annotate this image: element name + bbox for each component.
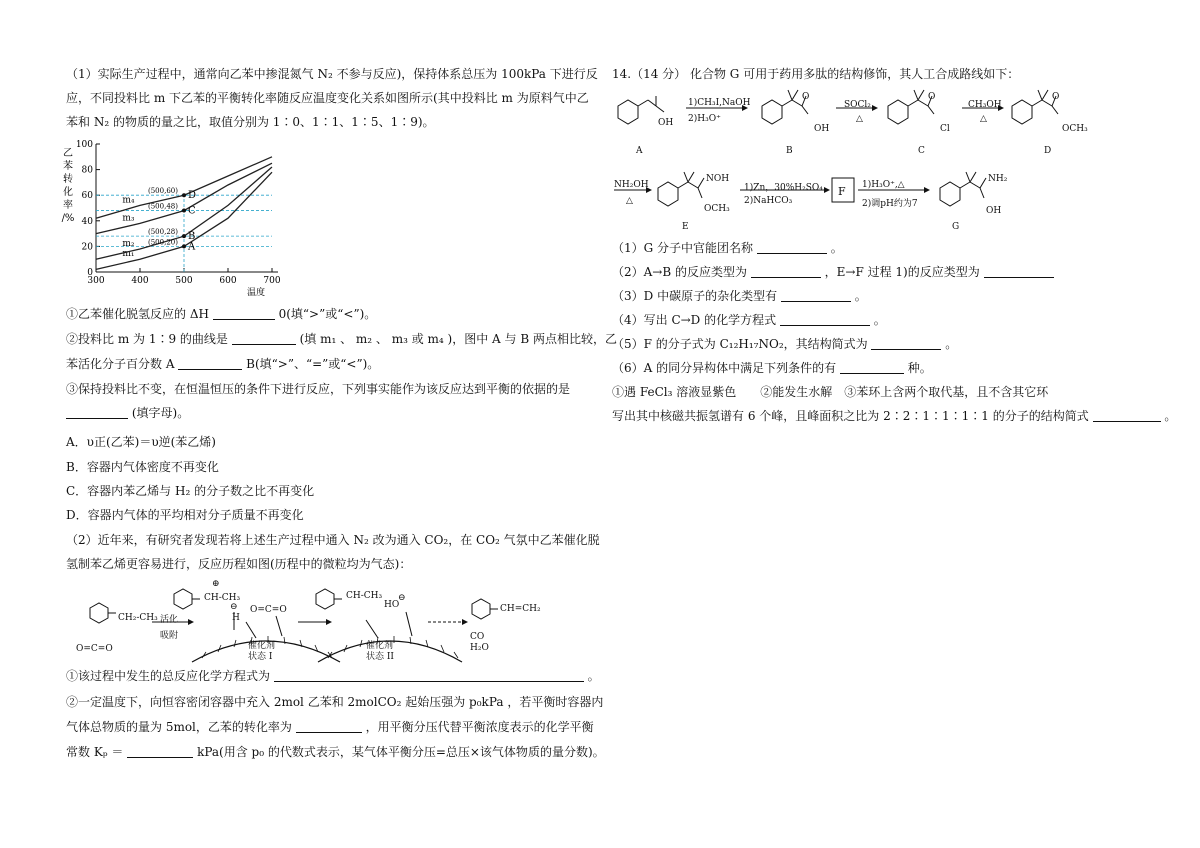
q3-blank[interactable] [66, 406, 128, 419]
benzene-ring-icon [888, 100, 908, 124]
question-2 [66, 331, 617, 347]
d-methoxy-label: OCH₃ [1062, 124, 1088, 134]
catalyst-label-2: 催化剂 [366, 641, 394, 651]
c-chloride-label: Cl [940, 124, 950, 134]
compound-label-b: B [786, 146, 793, 156]
compound-label-a: A [636, 146, 643, 156]
q2c-text: 苯活化分子百分数 A [66, 357, 175, 371]
q14-6-tail: 种。 [907, 361, 932, 375]
d-oxo-label: O [1052, 92, 1060, 102]
arrow-label-adsorption: 吸附 [160, 631, 179, 641]
benzene-ring-icon [658, 182, 678, 206]
q14-2-mid: ，E→F 过程 1)的反应类型为 [824, 265, 980, 279]
y-tick-label: 0 [87, 268, 93, 278]
data-point [182, 234, 186, 238]
benzene-ring-icon [472, 599, 490, 619]
step4-reagent-bottom: △ [626, 196, 633, 206]
option-d: D．容器内气体的平均相对分子质量不再变化 [66, 508, 304, 522]
q14-6-blank[interactable] [840, 361, 904, 374]
step5-reagent-top: 1)Zn，30%H₂SO₄ [744, 183, 823, 193]
co2-label: O=C=O [76, 644, 113, 654]
point-coord-label: (500,48) [148, 202, 178, 211]
step5-reagent-bottom: 2)NaHCO₃ [744, 196, 793, 206]
y-axis-label-char: /% [61, 213, 75, 224]
question-3-cont [66, 405, 189, 421]
q14-3-blank[interactable] [781, 289, 851, 302]
plus-charge-icon: ⊕ [212, 579, 220, 589]
r1-blank[interactable] [274, 669, 584, 682]
part2-line1: （2）近年来，有研究者发现若将上述生产过程中通入 N₂ 改为通入 CO₂，在 CO₂ 气氛中乙苯催化脱 [66, 533, 600, 547]
point-coord-label: (500,20) [148, 238, 178, 247]
benzene-ring-icon [940, 182, 960, 206]
step1-reagent-top: 1)CH₃I,NaOH [688, 98, 751, 108]
adsorbed-co2-label: O=C=O [250, 605, 287, 615]
q1-tail: 0(填“>”或“<”)。 [278, 307, 377, 321]
question-r2-line2 [66, 719, 594, 735]
part1-line1: （1）实际生产过程中，通常向乙苯中掺混氮气 N₂ 不参与反应)，保持体系总压为 100kPa 下进行反 [66, 67, 598, 81]
minus-charge-icon: ⊖ [230, 602, 238, 612]
step2-reagent-top: SOCl₂ [844, 100, 871, 110]
question-r2-line1: ②一定温度下，向恒容密闭容器中充入 2mol 乙苯和 2molCO₂ 起始压强为 p₀kPa ，若平衡时容器内 [66, 695, 604, 709]
q14-6-nmr-blank[interactable] [1093, 409, 1161, 422]
cation-group-label: CH-CH₃ [204, 593, 241, 603]
r2-text: 气体总物质的量为 5mol，乙苯的转化率为 [66, 720, 292, 734]
y-tick-label: 20 [81, 242, 93, 253]
compound-label-c: C [918, 146, 925, 156]
question-14-title: 14.（14 分） 化合物 G 可用于药用多肽的结构修饰，其人工合成路线如下： [612, 67, 1020, 81]
part1-line2: 应，不同投料比 m 下乙苯的平衡转化率随反应温度变化关系如图所示(其中投料比 m 为原料气中乙 [66, 91, 589, 105]
catalyst-label-1: 催化剂 [248, 641, 276, 651]
state-label-1: 状态 I [248, 652, 273, 662]
benzene-ring-icon [90, 603, 108, 623]
part2-line2: 氢制苯乙烯更容易进行，反应历程如图(历程中的微粒均为气态)： [66, 557, 412, 571]
q14-3 [612, 288, 867, 304]
x-tick-label: 400 [131, 276, 149, 286]
r2-tail: ，用平衡分压代替平衡浓度表示的化学平衡 [365, 720, 594, 734]
point-coord-label: (500,60) [148, 187, 178, 196]
co-product-label: CO [470, 632, 485, 642]
r1-text: ①该过程中发生的总反应化学方程式为 [66, 669, 271, 683]
state-label-2: 状态 II [366, 652, 394, 662]
x-tick-label: 700 [263, 276, 281, 286]
y-axis-label-char: 转 [63, 174, 73, 185]
q14-1-tail: 。 [830, 241, 843, 255]
a-hydroxyl-label: OH [658, 118, 674, 128]
q14-6-text: （6）A 的同分异构体中满足下列条件的有 [612, 361, 837, 375]
r2-blank-kp[interactable] [127, 745, 193, 758]
series-label: m₁ [122, 249, 135, 260]
option-a: A．υ正(乙苯)＝υ逆(苯乙烯) [66, 435, 216, 449]
data-point [182, 193, 186, 197]
series-label: m₃ [122, 213, 135, 224]
r2-kp-text: 常数 Kₚ ＝ [66, 745, 124, 759]
x-tick-label: 300 [87, 276, 105, 286]
q2d-text: B(填“>”、“=”或“<”)。 [246, 357, 380, 371]
q14-1-blank[interactable] [757, 241, 827, 254]
data-point [182, 244, 186, 248]
x-axis-label: 温度 [246, 288, 266, 298]
point-label: D [188, 190, 197, 202]
q14-2-blank-b[interactable] [984, 265, 1054, 278]
step6-reagent-bottom: 2)调pH约为7 [862, 199, 918, 209]
step2-reagent-bottom: △ [856, 114, 863, 124]
y-tick-label: 80 [81, 165, 93, 176]
g-amino-label: NH₂ [988, 174, 1008, 184]
point-label: A [188, 241, 196, 253]
ethyl-group-label: CH₂-CH₃ [118, 613, 158, 623]
q14-2-blank-a[interactable] [751, 265, 821, 278]
y-axis-label-char: 率 [63, 200, 73, 211]
q14-5-text: （5）F 的分子式为 C₁₂H₁₇NO₂，其结构简式为 [612, 337, 868, 351]
minus-charge-icon: ⊖ [398, 593, 406, 603]
point-coord-label: (500,28) [148, 228, 178, 237]
q14-5-blank[interactable] [871, 337, 941, 350]
benzene-ring-icon [618, 100, 638, 124]
h2o-product-label: H₂O [470, 643, 489, 653]
benzene-ring-icon [762, 100, 782, 124]
q14-4-text: （4）写出 C→D 的化学方程式 [612, 313, 777, 327]
q14-6-conditions: ①遇 FeCl₃ 溶液显紫色 ②能发生水解 ③苯环上含两个取代基，且不含其它环 [612, 385, 1049, 399]
q14-3-text: （3）D 中碳原子的杂化类型有 [612, 289, 778, 303]
question-2-cont [66, 356, 379, 372]
y-axis-label-char: 化 [63, 187, 73, 198]
question-1 [66, 306, 376, 322]
series-label: m₂ [122, 238, 135, 249]
vinyl-group-label: CH=CH₂ [500, 604, 541, 614]
part1-line3: 苯和 N₂ 的物质的量之比，取值分别为 1∶0、1∶1、1∶5、1∶9)。 [66, 115, 435, 129]
q14-6-nmr-tail: 。 [1164, 409, 1177, 423]
y-tick-label: 100 [75, 140, 93, 150]
intermediate-group-label: CH-CH₃ [346, 591, 383, 601]
series-label: m₄ [122, 195, 135, 206]
hydroxyl-label: HO [384, 600, 400, 610]
r2-blank-conversion[interactable] [296, 720, 362, 733]
step3-reagent-top: CH₃OH [968, 100, 1002, 110]
b-hydroxyl-label: OH [814, 124, 830, 134]
q14-6-nmr-text: 写出其中核磁共振氢谱有 6 个峰，且峰面积之比为 2∶2∶1∶1∶1∶1 的分子的结构简式 [612, 409, 1089, 423]
q14-5-tail: 。 [945, 337, 958, 351]
q14-6 [612, 360, 932, 376]
q3-tail: (填字母)。 [131, 406, 190, 420]
benzene-ring-icon [1012, 100, 1032, 124]
point-label: C [188, 205, 196, 217]
q2-blank[interactable] [232, 332, 296, 345]
x-tick-label: 500 [175, 276, 193, 286]
compound-label-d: D [1044, 146, 1052, 156]
y-axis-label-char: 苯 [63, 161, 73, 172]
conversion-chart [60, 136, 300, 302]
e-methoxy-label: OCH₃ [704, 204, 730, 214]
question-3: ③保持投料比不变，在恒温恒压的条件下进行反应，下列事实能作为该反应达到平衡的依据的是 [66, 382, 571, 396]
y-tick-label: 60 [81, 191, 93, 202]
q14-6-nmr [612, 408, 1176, 424]
q14-1-text: （1）G 分子中官能团名称 [612, 241, 754, 255]
step6-reagent-top: 1)H₃O⁺,△ [862, 180, 905, 190]
step3-reagent-bottom: △ [980, 114, 987, 124]
c-oxo-label: O [928, 92, 936, 102]
q14-5 [612, 336, 957, 352]
g-hydroxyl-label: OH [986, 206, 1002, 216]
q14-4-blank[interactable] [780, 313, 870, 326]
option-c: C．容器内苯乙烯与 H₂ 的分子数之比不再变化 [66, 484, 315, 498]
compound-label-g: G [952, 222, 960, 232]
q1-text: ①乙苯催化脱氢反应的 ΔH [66, 307, 209, 321]
q14-2-text: （2）A→B 的反应类型为 [612, 265, 747, 279]
q1-blank[interactable] [213, 307, 275, 320]
q2c-blank[interactable] [178, 357, 242, 370]
y-tick-label: 40 [81, 216, 93, 227]
step1-reagent-bottom: 2)H₃O⁺ [688, 114, 721, 124]
q14-4-tail: 。 [873, 313, 886, 327]
compound-f-label: F [838, 185, 846, 198]
question-r2-line3 [66, 744, 605, 760]
step4-reagent-top: NH₂OH [614, 180, 649, 190]
compound-label-e: E [682, 222, 689, 232]
q14-4 [612, 312, 886, 328]
x-tick-label: 600 [219, 276, 237, 286]
q14-3-tail: 。 [854, 289, 867, 303]
question-r1 [66, 668, 600, 684]
q14-2 [612, 264, 1054, 280]
q2-tail: (填 m₁ 、 m₂ 、 m₃ 或 m₄ )，图中 A 与 B 两点相比较，乙 [299, 332, 617, 346]
option-b: B．容器内气体密度不再变化 [66, 460, 219, 474]
benzene-ring-icon [316, 589, 334, 609]
arrow-label-activation: 活化 [160, 615, 179, 625]
benzene-ring-icon [174, 589, 192, 609]
r2-kp-tail: kPa(用含 p₀ 的代数式表示，某气体平衡分压=总压×该气体物质的量分数)。 [197, 745, 605, 759]
point-label: B [188, 231, 196, 243]
y-axis-label-char: 乙 [63, 148, 73, 159]
r1-tail: 。 [587, 669, 600, 683]
e-oxime-label: NOH [706, 174, 730, 184]
q14-1 [612, 240, 843, 256]
data-point [182, 209, 186, 213]
h-atom-label: H [232, 613, 240, 623]
b-oxo-label: O [802, 92, 810, 102]
q2-text: ②投料比 m 为 1∶9 的曲线是 [66, 332, 228, 346]
